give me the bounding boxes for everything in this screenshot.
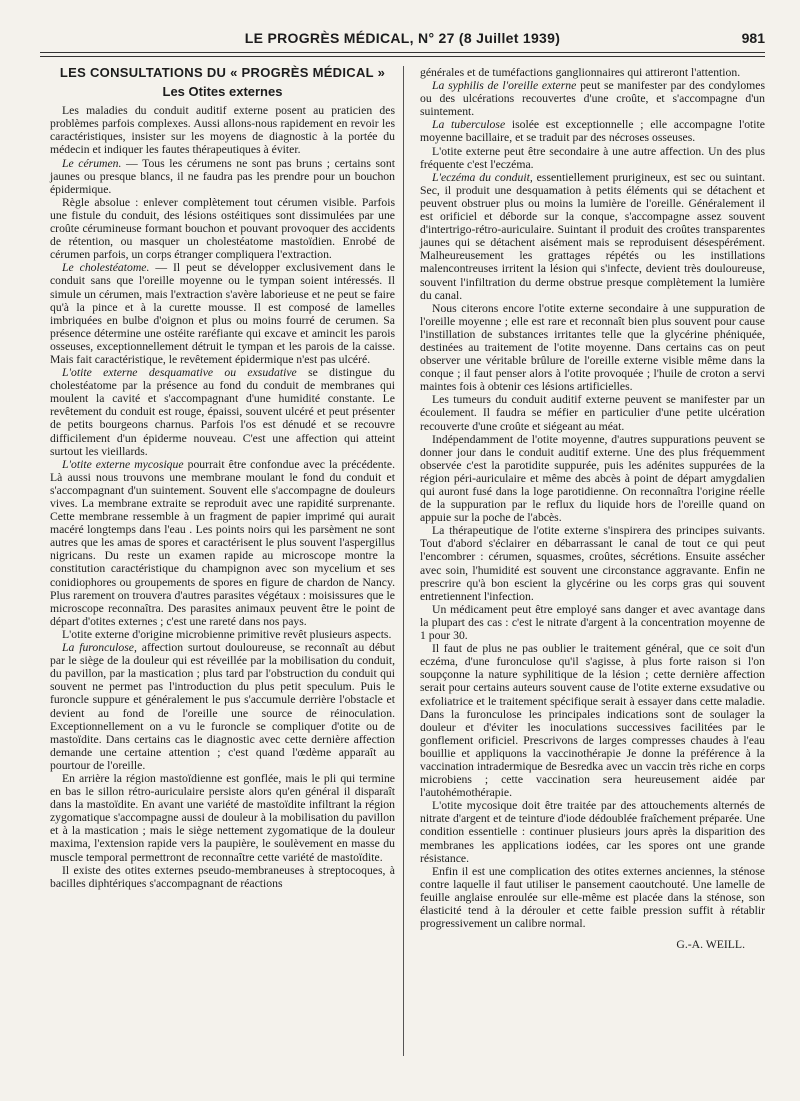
paragraph-text: Il faut de plus ne pas oublier le traitement général, que ce soit d'un eczéma, d'une furonculose qu'il s'agisse, à plus forte raison si l'on soupçonne la nature syphilitique de la lésion ; cette dernière affection serait pour certains auteurs souvent cause de l'otite externe exsudative ou exfoliatrice et le traitement spécifique serait à essayer dans cette maladie. Dans la furonculose les principales indications sont de soulager la douleur et d'éviter les inoculations successives facilitées par le gonflement orificiel. Prescrivons de larges compresses chaudes à l'eau bouillie et appliquons la vaccinothérapie Je donne la préférence à la vaccination intradermique de Besredka avec un vaccin très riche en corps microbiens ; cette vaccination sera heureusement aidée par l'autohémothérapie. bbox=[420, 642, 765, 800]
running-title: LE PROGRÈS MÉDICAL, N° 27 (8 Juillet 1939) bbox=[244, 30, 561, 46]
paragraph-text: Les maladies du conduit auditif externe posent au praticien des problèmes parfois complexes. Aussi allons-nous rapidement en revoir les caractéristiques, insister sur les moyens de diagnostic à la portée du médecin et indiquer les fautes thérapeutiques à éviter. bbox=[50, 104, 395, 157]
page-number: 981 bbox=[741, 30, 765, 46]
paragraph bbox=[420, 393, 765, 432]
paragraph bbox=[50, 458, 395, 628]
paragraph-lead: La syphilis de l'oreille externe bbox=[432, 79, 577, 93]
paragraph bbox=[420, 524, 765, 603]
paragraph-text: Indépendamment de l'otite moyenne, d'autres suppurations peuvent se donner jour dans le conduit auditif externe. Une des plus fréquemment observée c'est la parotidite suppurée, puis les adénites suppurées de la région péri-auriculaire et même des abcès à point de départ amygdalien qui auront fusé dans la loge parotidienne. On reconnaîtra l'origine réelle de la suppuration par le reflux du liquide hors de l'oreille quand on appuie sur la poche de l'abcès. bbox=[420, 432, 765, 525]
paragraph bbox=[50, 772, 395, 864]
paragraph bbox=[420, 145, 765, 171]
header-rule-bottom bbox=[40, 56, 765, 57]
paragraph-text: Enfin il est une complication des otites externes anciennes, la sténose contre laquelle il faut utiliser le pansement caoutchouté. Une lamelle de feuille anglaise enroulée sur elle-même est placée dans la sténose, son élasticité tend à la dérouler et cette faible pression suffit à rétablir progressivement un calibre normal. bbox=[420, 864, 765, 931]
paragraph-text: isolée est exceptionnelle ; elle accompagne l'otite moyenne bacillaire, et se traduit par des nécroses osseuses. bbox=[420, 118, 765, 145]
paragraph-text: Nous citerons encore l'otite externe secondaire à une suppuration de l'oreille moyenne ; elle est rare et reconnaît bien plus souvent pour cause l'instillation de substances irritantes telle que la glycérine phéniquée, destinées au traitement de l'otite moyenne. Dans certains cas on peut observer une véritable brûlure de l'oreille externe visible même dans la conque ; il faut penser alors à l'otite provoquée ; l'huile de croton a servi maintes fois à obtenir ces lésions artificielles. bbox=[420, 301, 765, 394]
paragraph bbox=[420, 603, 765, 642]
paragraph bbox=[420, 118, 765, 144]
paragraph-text: Il existe des otites externes pseudo-membraneuses à streptocoques, à bacilles diphtériques s'accompagnant de réactions bbox=[50, 863, 395, 890]
paragraph-lead: La furonculose, bbox=[62, 641, 137, 655]
paragraph bbox=[420, 642, 765, 799]
paragraph bbox=[50, 366, 395, 458]
left-paragraphs bbox=[50, 104, 395, 890]
paragraph bbox=[50, 641, 395, 772]
section-title: LES CONSULTATIONS DU « PROGRÈS MÉDICAL » bbox=[59, 65, 386, 80]
paragraph-lead: L'otite externe mycosique bbox=[62, 457, 184, 471]
paragraph-text: — Il peut se développer exclusivement dans le conduit sans que l'oreille moyenne ou le tympan soient intéressés. Il simule un cérumen, mais l'extraction s'avère laborieuse et ne peut se faire qu'à la pince et à la curette mousse. Il est composé de lamelles imbriquées en bulbe d'oignon et plus ou moins fourré de cerumen. Sa présence détermine une ostéite raréfiante qui excave et amincit les parois osseuses, exceptionnellement détruit le tympan et les parois de la caisse. Mais fait caractéristique, le revêtement épidermique n'est pas ulcéré. bbox=[50, 261, 396, 366]
paragraph bbox=[420, 865, 765, 930]
right-column bbox=[420, 66, 765, 951]
paragraph-text: affection surtout douloureuse, se reconnaît au début par le siège de la douleur qui est réveillée par la mobilisation du conduit, du pavillon, par la mastication ; plus tard par l'obstruction du conduit qui souvent ne permet pas l'introduction du plus petit speculum. Puis le furoncle suppure et généralement le pus s'accumule derrière l'obstacle et devient au fond de l'oreille une source de réinoculation. Exceptionnellement on a vu le furoncle se compliquer d'otite ou de mastoïdite. Dans certains cas le diagnostic avec cette dernière affection demande une certaine attention ; c'est quand l'œdème apparaît au pourtour de l'oreille. bbox=[50, 641, 395, 772]
running-header bbox=[40, 30, 765, 52]
paragraph-lead: La tuberculose bbox=[432, 118, 506, 132]
paragraph bbox=[420, 79, 765, 118]
paragraph bbox=[50, 104, 395, 156]
left-column bbox=[50, 66, 395, 890]
paragraph bbox=[420, 302, 765, 394]
paragraph bbox=[50, 864, 395, 890]
paragraph-text: L'otite mycosique doit être traitée par des attouchements alternés de nitrate d'argent et de teinture d'iode dédoublée fraîchement préparée. Une condition essentielle : continuer plusieurs jours après la disparition des membranes les applications iodées, car les spores ont une grande résistance. bbox=[420, 799, 765, 865]
paragraph-text: L'otite externe d'origine microbienne primitive revêt plusieurs aspects. bbox=[62, 627, 392, 641]
paragraph-text: se distingue du cholestéatome par la présence au fond du conduit de membranes qui moulent la cavité et s'accompagnant d'une humidité constante. Le revêtement du conduit est rouge, épaissi, souvent ulcéré et peut présenter de petits bourgeons charnus. Parfois l'os est dénudé et se recouvre difficilement d'un épiderme nouveau. C'est une affection qui atteint surtout les vieillards. bbox=[50, 366, 396, 458]
paragraph bbox=[50, 196, 395, 261]
paragraph-text: pourrait être confondue avec la précédente. Là aussi nous trouvons une membrane moulant le fond du conduit et s'accompagnant d'un suintement. Souvent elle s'accompagne de douleurs vives. La membrane extraite se reproduit avec une rapidité surprenante. Cette membrane ressemble à un fragment de papier imprimé qui aurait macéré longtemps dans l'eau . Les points noirs qui les parsèment ne sont autres que les amas de spores et caractérisent le plus souvent l'aspergillus nigricans. Du reste un examen rapide au microscope montre la constitution caractéristique du champignon avec son mycelium et ses conidiophores ou groupements de spores en figure de chardon de Nancy. Plus rarement on trouvera d'autres parasites végétaux : moisissures que le microscope reconnaîtra. Des parasites animaux peuvent être le point de départ d'otites externes ; c'est une rareté dans nos pays. bbox=[50, 457, 395, 628]
paragraph-text: L'otite externe peut être secondaire à une autre affection. Un des plus fréquente c'est l'eczéma. bbox=[420, 144, 765, 171]
paragraph bbox=[420, 799, 765, 864]
column-divider bbox=[403, 66, 404, 1056]
article-title: Les Otites externes bbox=[162, 84, 283, 100]
paragraph bbox=[420, 66, 765, 79]
paragraph bbox=[50, 628, 395, 641]
paragraph-text: Règle absolue : enlever complètement tout cérumen visible. Parfois une fistule du conduit, des lésions ostéitiques sont dissimulées par une croûte cérumineuse formant bouchon et pouvant provoquer des accidents de rétention, ou masquer un cholestéatome mastoïdien. Enrobé de cérumen parfois, un corps étranger compliquera l'extraction. bbox=[50, 195, 395, 262]
paragraph-text: La thérapeutique de l'otite externe s'inspirera des principes suivants. Tout d'abord s'éclairer en débarrassant le canal de tout ce qui peut l'encombrer : cérumen, squasmes, croûtes, sécrétions. Ensuite assécher avec soin, l'humidité est souvent une circonstance aggravante. Enfin ne prescrire qu'à bon escient la glycérine ou les corps gras qui souvent entretiennent l'infection. bbox=[420, 524, 765, 603]
right-paragraphs bbox=[420, 66, 765, 930]
paragraph-text: peut se manifester par des condylomes ou des ulcérations recouvertes d'une croûte, et s'accompagne d'un suintement. bbox=[420, 79, 765, 119]
paragraph bbox=[420, 433, 765, 525]
paragraph-lead: Le cérumen. bbox=[62, 156, 122, 170]
paragraph bbox=[50, 261, 395, 366]
paragraph-text: En arrière la région mastoïdienne est gonflée, mais le pli qui termine en bas le sillon rétro-auriculaire persiste alors qu'en général il disparaît dans la mastoïdite. En avant une variété de mastoïdite infiltrant la région zygomatique s'accompagne aussi de douleur à la mobilisation du pavillon et à la mastication ; mais le siège nettement zygomatique de la douleur maxima, l'extension rapide vers la paupière, le soulèvement en masse du muscle temporal permettront de reconnaître cette variété de mastoïdite. bbox=[50, 771, 395, 864]
paragraph-text: générales et de tuméfactions ganglionnaires qui attireront l'attention. bbox=[420, 66, 741, 79]
paragraph bbox=[420, 171, 765, 302]
paragraph-text: — Tous les cérumens ne sont pas bruns ; certains sont jaunes ou presque blancs, il ne faudra pas les prendre pour un bouchon épidermique. bbox=[50, 156, 395, 196]
paragraph-text: Les tumeurs du conduit auditif externe peuvent se manifester par un écoulement. Il faudra se méfier en particulier d'une petite ulcération recouverte d'une croûte et siégeant au méat. bbox=[420, 393, 765, 433]
paragraph-lead: L'otite externe desquamative ou exsudative bbox=[62, 366, 297, 380]
paragraph bbox=[50, 157, 395, 196]
paragraph-lead: Le cholestéatome. bbox=[62, 261, 150, 275]
paragraph-lead: L'eczéma du conduit, bbox=[432, 170, 533, 184]
header-rule-top bbox=[40, 52, 765, 53]
author-signature: G.-A. WEILL. bbox=[676, 938, 745, 952]
paragraph-text: Un médicament peut être employé sans danger et avec avantage dans la plupart des cas : c'est le nitrate d'argent à la concentration moyenne de 1 pour 30. bbox=[420, 602, 765, 643]
paragraph-text: essentiellement prurigineux, est sec ou suintant. Sec, il produit une desquamation à petits éléments qui se détachent et peuvent obstruer plus ou moins la lumière de l'oreille. Généralement il est orificiel et déborde sur la conque, s'accompagne assez souvent d'intertrigo-rétro-auriculaire. Suintant il produit des croûtes transparentes jaunes qui se détachent aisément mais se reproduisent désespérément. Malheureusement les grattages répétés ou les instillations malencontreuses irritent la lésion qui s'infecte, devient très douloureuse, souvent l'infiltration du derme obstrue presque complètement la lumière du canal. bbox=[420, 170, 765, 302]
